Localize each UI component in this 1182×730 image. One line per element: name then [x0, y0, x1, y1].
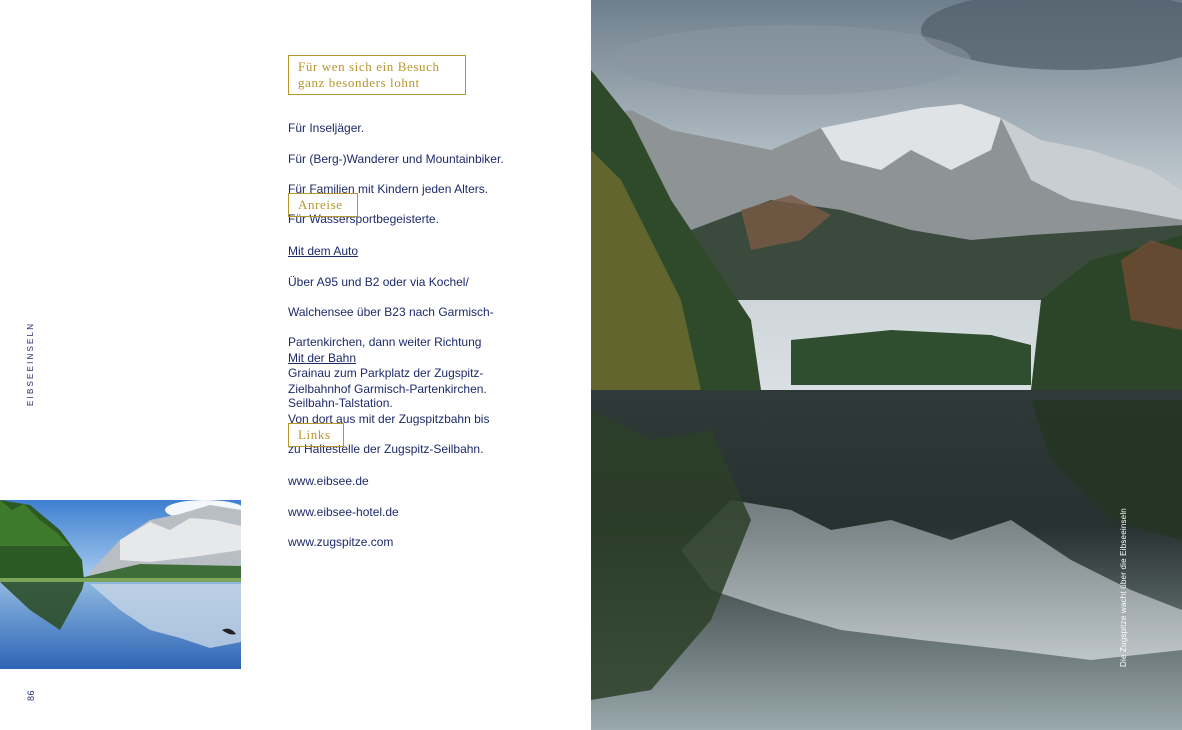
train-line: zu Haltestelle der Zugspitz-Seilbahn. — [288, 442, 484, 457]
links-list — [288, 459, 399, 565]
audience-heading-line1: Für wen sich ein Besuch — [298, 59, 440, 74]
page-number: 86 — [26, 689, 36, 701]
link-eibsee-hotel[interactable]: www.eibsee-hotel.de — [288, 504, 399, 519]
car-line: Über A95 und B2 oder via Kochel/ — [288, 274, 469, 289]
car-subheading: Mit dem Auto — [288, 244, 359, 259]
audience-heading-box — [288, 55, 466, 95]
photo-caption: Die Zugspitze wacht über die Eibseeinseln — [1119, 508, 1128, 667]
link-eibsee[interactable]: www.eibsee.de — [288, 474, 369, 489]
car-line: Grainau zum Parkplatz der Zugspitz- — [288, 365, 484, 380]
audience-line: Für (Berg-)Wanderer und Mountainbiker. — [288, 151, 504, 166]
audience-heading-line2: ganz besonders lohnt — [298, 75, 420, 90]
train-line: Von dort aus mit der Zugspitzbahn bis — [288, 412, 490, 427]
link-zugspitze[interactable]: www.zugspitze.com — [288, 535, 394, 550]
audience-line: Für Inseljäger. — [288, 121, 365, 136]
links-heading-box — [288, 423, 344, 447]
car-line: Seilbahn-Talstation. — [288, 396, 393, 411]
audience-line: Für Familien mit Kindern jeden Alters. — [288, 182, 489, 197]
arrival-heading: Anreise — [298, 197, 343, 212]
audience-list — [288, 106, 504, 243]
thumbnail-photo — [0, 500, 241, 669]
links-heading: Links — [298, 427, 331, 442]
train-line: Zielbahnhof Garmisch-Partenkirchen. — [288, 381, 487, 396]
eibsee-photo — [591, 0, 1182, 730]
arrival-train-text — [288, 336, 489, 473]
car-line: Walchensee über B23 nach Garmisch- — [288, 305, 494, 320]
audience-line: Für Wassersportbegeisterte. — [288, 212, 439, 227]
arrival-heading-box — [288, 193, 358, 217]
train-subheading: Mit der Bahn — [288, 351, 357, 366]
car-line: Partenkirchen, dann weiter Richtung — [288, 335, 482, 350]
side-label: EIBSEEINSELN — [26, 321, 35, 406]
